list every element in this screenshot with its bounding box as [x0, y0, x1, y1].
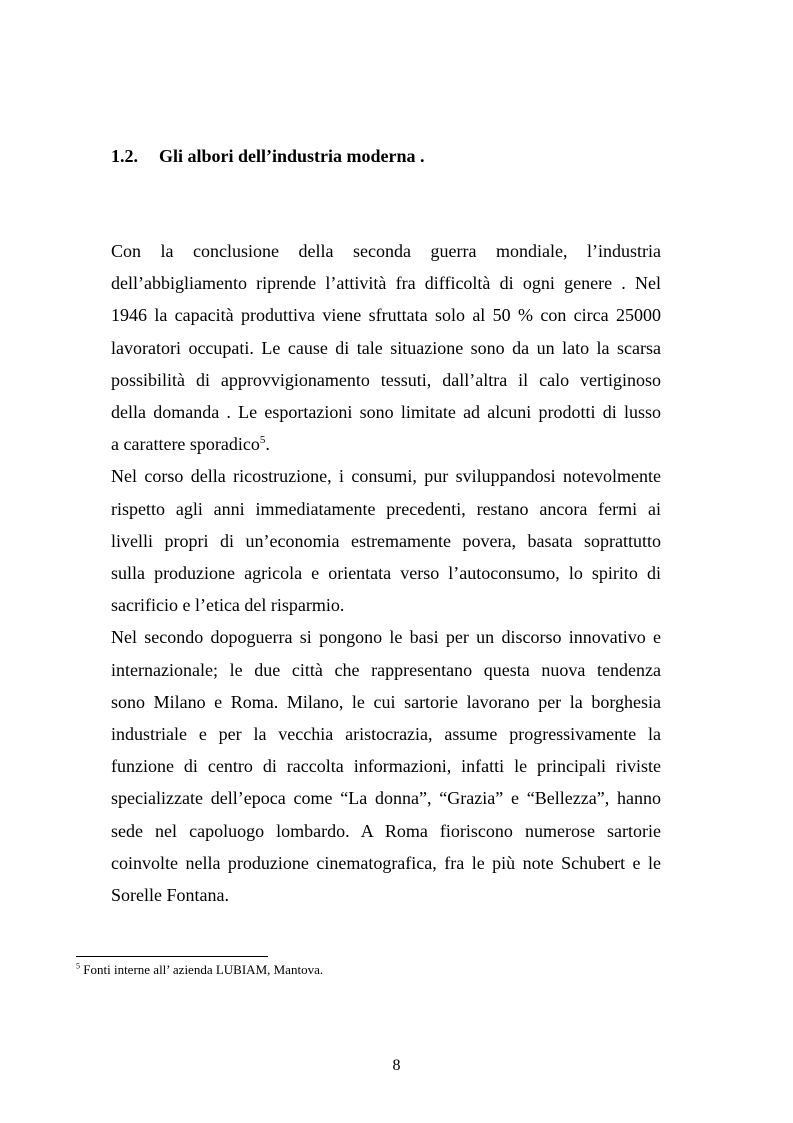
section-number: 1.2.: [111, 146, 138, 166]
body-line: funzione di centro di raccolta informazioni, infatti le principali riviste: [111, 756, 661, 776]
body-line: rispetto agli anni immediatamente precedenti, restano ancora fermi ai: [111, 499, 661, 519]
body-line: 1946 la capacità produttiva viene sfruttata solo al 50 % con circa 25000: [111, 305, 661, 325]
footnote-text: Fonti interne all’ azienda LUBIAM, Mantova.: [83, 962, 324, 977]
page-number: 8: [392, 1057, 401, 1074]
body-line: possibilità di approvvigionamento tessuti, dall’altra il calo vertiginoso: [111, 370, 661, 390]
body-line: industriale e per la vecchia aristocrazia, assume progressivamente la: [111, 724, 661, 744]
body-line: dell’abbigliamento riprende l’attività fra difficoltà di ogni genere . Nel: [111, 273, 661, 293]
section-title: Gli albori dell’industria moderna .: [159, 146, 425, 166]
section-heading: [111, 146, 425, 167]
footnote: [76, 962, 323, 978]
footnote-reference: 5: [259, 434, 266, 446]
body-line: sono Milano e Roma. Milano, le cui sartorie lavorano per la borghesia: [111, 692, 661, 712]
body-line: Sorelle Fontana.: [111, 885, 229, 905]
body-line: Con la conclusione della seconda guerra mondiale, l’industria: [111, 241, 661, 261]
footnote-marker: 5: [76, 961, 80, 971]
body-line: della domanda . Le esportazioni sono limitate ad alcuni prodotti di lusso: [111, 402, 661, 422]
body-line: livelli propri di un’economia estremamente povera, basata soprattutto: [111, 531, 661, 551]
body-line: sede nel capoluogo lombardo. A Roma fioriscono numerose sartorie: [111, 821, 661, 841]
body-line: coinvolte nella produzione cinematografica, fra le più note Schubert e le: [111, 853, 661, 873]
body-line: sacrificio e l’etica del risparmio.: [111, 595, 345, 615]
body-line-text: a carattere sporadico: [111, 434, 260, 454]
body-line: specializzate dell’epoca come “La donna”, “Grazia” e “Bellezza”, hanno: [111, 788, 661, 808]
body-line: Nel corso della ricostruzione, i consumi, pur sviluppandosi notevolmente: [111, 466, 661, 486]
body-line: lavoratori occupati. Le cause di tale situazione sono da un lato la scarsa: [111, 338, 661, 358]
body-line: internazionale; le due città che rappresentano questa nuova tendenza: [111, 660, 661, 680]
sentence-period: .: [265, 434, 270, 454]
body-line: sulla produzione agricola e orientata verso l’autoconsumo, lo spirito di: [111, 563, 661, 583]
body-line-with-footnote: [111, 432, 661, 456]
footnote-divider: [76, 956, 268, 957]
body-line: Nel secondo dopoguerra si pongono le basi per un discorso innovativo e: [111, 627, 661, 647]
